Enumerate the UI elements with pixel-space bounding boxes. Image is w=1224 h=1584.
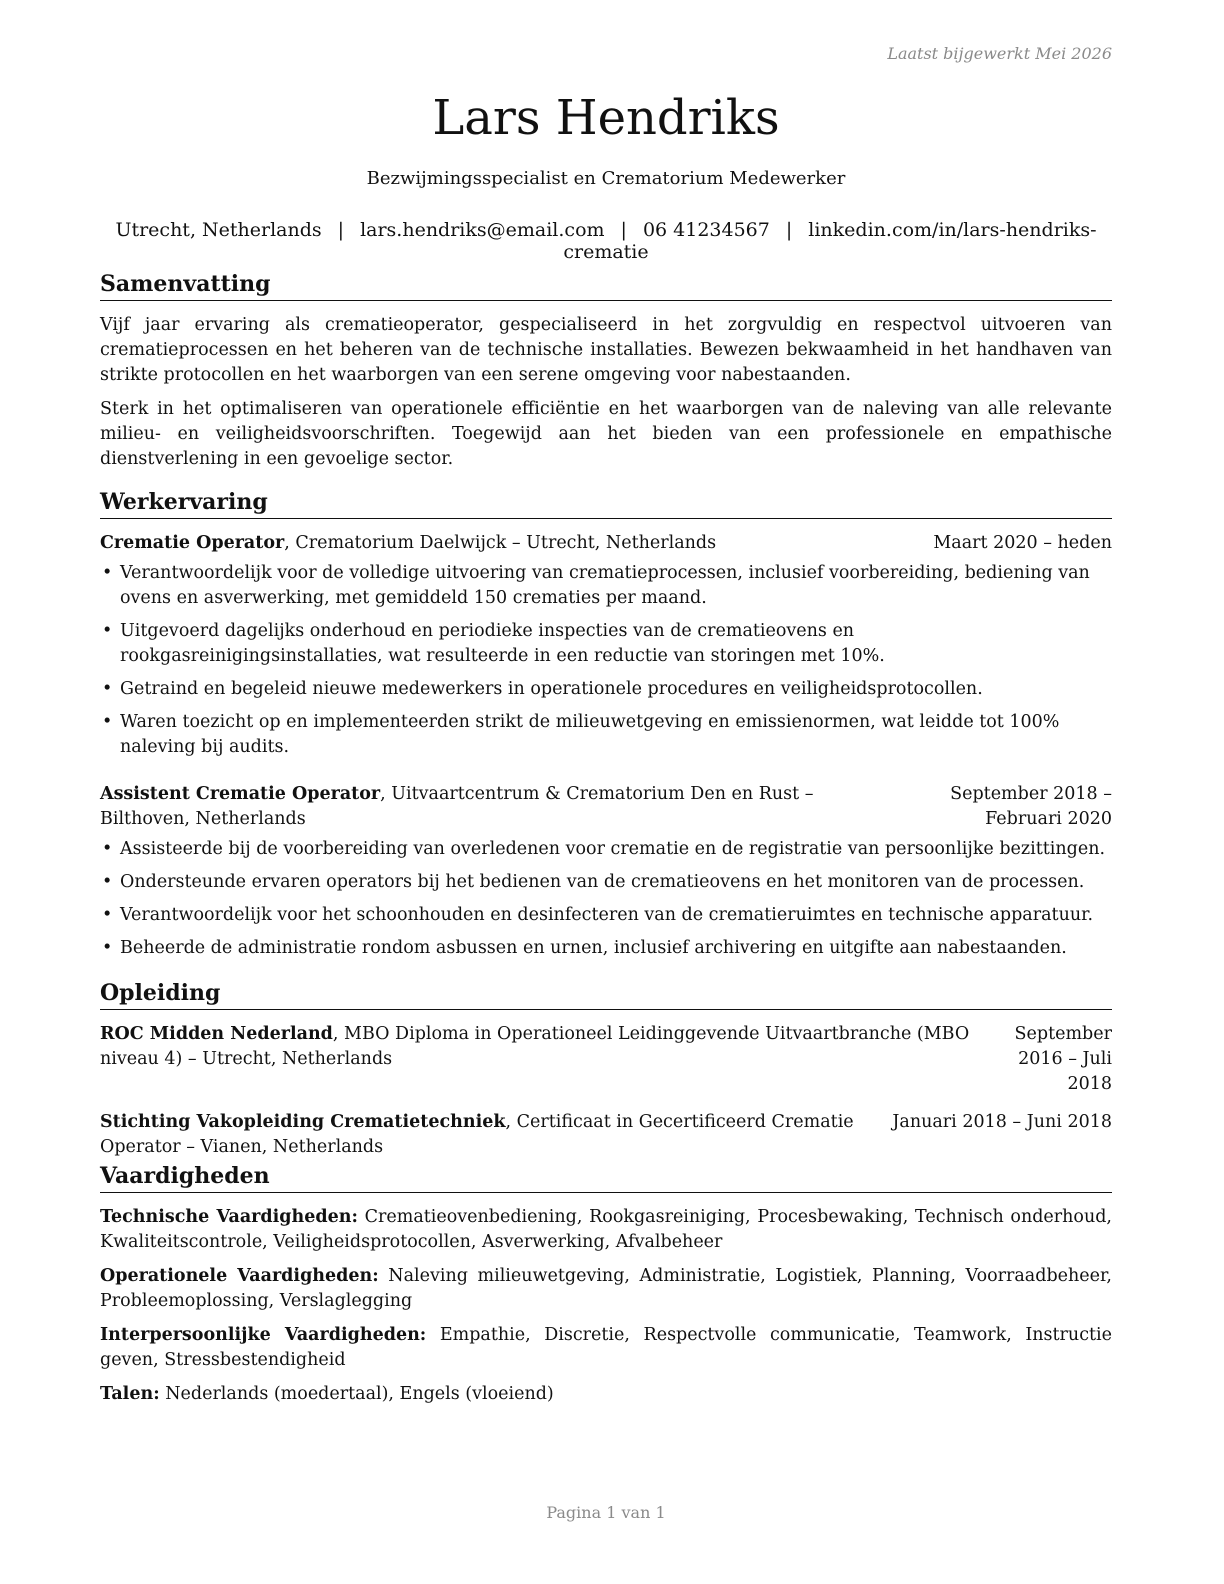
- job-header: [100, 531, 1112, 556]
- skill-value: Empathie, Discretie, Respectvolle communicatie, Teamwork, Instructie geven, Stressbestendigheid: [100, 1325, 1112, 1370]
- section-title: Opleiding: [100, 979, 1112, 1010]
- skill-label: Talen:: [100, 1384, 160, 1404]
- summary-paragraph: Vijf jaar ervaring als crematieoperator, gespecialiseerd in het zorgvuldig en respectvol uitvoeren van crematieprocessen en het beheren van de technische installaties. Bewezen bekwaamheid in het handhaven van strikte protocollen en het waarborgen van een serene omgeving voor nabestaanden.: [100, 315, 1112, 385]
- list-item: • Assisteerde bij de voorbereiding van overledenen voor crematie en de registratie van persoonlijke bezittingen.: [100, 837, 1112, 862]
- skill-row: [100, 1205, 1112, 1255]
- section-title: Werkervaring: [100, 488, 1112, 519]
- list-item: • Uitgevoerd dagelijks onderhoud en periodieke inspecties van de crematieovens en rookgasreinigingsinstallaties, wat resulteerde in een reductie van storingen met 10%.: [102, 621, 885, 666]
- education-section: [100, 979, 1112, 1160]
- education-detail: , Certificaat in Gecertificeerd Crematie Operator – Vianen, Netherlands: [100, 1112, 854, 1157]
- candidate-name: Lars Hendriks: [432, 90, 780, 146]
- skill-label: Interpersoonlijke Vaardigheden:: [100, 1325, 427, 1345]
- job-dates: Maart 2020 – heden: [933, 533, 1112, 553]
- contact-line: [80, 219, 1132, 263]
- skill-value: Crematieovenbediening, Rookgasreiniging, Procesbewaking, Technisch onderhoud, Kwaliteitscontrole, Veiligheidsprotocollen, Asverwerking, Afvalbeheer: [100, 1207, 1112, 1252]
- job-bullets: [100, 561, 1112, 760]
- section-title: Samenvatting: [100, 270, 1112, 301]
- skills-section: [100, 1162, 1112, 1416]
- job-entry: [100, 782, 1112, 961]
- skill-label: Operationele Vaardigheden:: [100, 1266, 379, 1286]
- bullet-icon: •: [102, 621, 113, 641]
- bullet-icon: •: [102, 679, 113, 699]
- contact-email[interactable]: lars.hendriks@email.com: [360, 219, 605, 241]
- bullet-icon: •: [102, 938, 113, 958]
- skill-row: [100, 1323, 1112, 1373]
- summary-paragraph: Sterk in het optimaliseren van operationele efficiëntie en het waarborgen van de naleving van alle relevante milieu- en veiligheidsvoorschriften. Toegewijd aan het bieden van een professionele en empathische dienstverlening in een gevoelige sector.: [100, 399, 1112, 469]
- contact-linkedin[interactable]: linkedin.com/in/lars-hendriks-crematie: [563, 219, 1097, 263]
- education-school: ROC Midden Nederland: [100, 1024, 333, 1044]
- skill-row: [100, 1264, 1112, 1314]
- list-item: • Verantwoordelijk voor de volledige uitvoering van crematieprocessen, inclusief voorbereiding, bediening van ovens en asverwerking, met gemiddeld 150 crematies per maand.: [102, 563, 1090, 608]
- contact-separator: |: [785, 219, 793, 241]
- list-item: • Beheerde de administratie rondom asbussen en urnen, inclusief archivering en uitgifte aan nabestaanden.: [100, 936, 1112, 961]
- job-bullets: [100, 837, 1112, 961]
- resume-page: [100, 0, 1112, 1584]
- section-title: Vaardigheden: [100, 1162, 1112, 1193]
- skill-value: Naleving milieuwetgeving, Administratie, Logistiek, Planning, Voorraadbeheer, Probleemoplossing, Verslaglegging: [100, 1266, 1112, 1311]
- list-item: • Getraind en begeleid nieuwe medewerkers in operationele procedures en veiligheidsprotocollen.: [100, 677, 1112, 702]
- page-number: Pagina 1 van 1: [546, 1503, 666, 1522]
- contact-separator: |: [337, 219, 345, 241]
- bullet-icon: •: [102, 839, 113, 859]
- candidate-subtitle: Bezwijmingsspecialist en Crematorium Medewerker: [366, 168, 846, 189]
- bullet-icon: •: [102, 563, 113, 583]
- education-entry: [100, 1110, 1112, 1160]
- education-school: Stichting Vakopleiding Crematietechniek: [100, 1112, 506, 1132]
- list-item: • Waren toezicht op en implementeerden strikt de milieuwetgeving en emissienormen, wat leidde tot 100% naleving bij audits.: [102, 712, 1060, 757]
- summary-section: [100, 270, 1112, 472]
- bullet-icon: •: [102, 872, 113, 892]
- education-detail: , MBO Diploma in Operationeel Leidinggevende Uitvaartbranche (MBO niveau 4) – Utrecht, Netherlands: [100, 1024, 970, 1069]
- education-dates: Januari 2018 – Juni 2018: [892, 1112, 1112, 1132]
- job-header: [100, 782, 1112, 832]
- list-item: • Verantwoordelijk voor het schoonhouden en desinfecteren van de crematieruimtes en technische apparatuur.: [100, 903, 1112, 928]
- job-dates: September 2018 – Februari 2020: [950, 784, 1112, 829]
- contact-separator: |: [620, 219, 627, 241]
- skill-label: Technische Vaardigheden:: [100, 1207, 358, 1227]
- bullet-icon: •: [102, 712, 113, 732]
- skill-value: Nederlands (moedertaal), Engels (vloeiend): [159, 1384, 554, 1404]
- skill-row: [100, 1382, 1112, 1407]
- job-organization: , Crematorium Daelwijck – Utrecht, Netherlands: [284, 533, 717, 553]
- bullet-icon: •: [102, 905, 113, 925]
- list-item: • Ondersteunde ervaren operators bij het bedienen van de crematieovens en het monitoren van de processen.: [100, 870, 1112, 895]
- education-dates: September 2016 – Juli 2018: [1014, 1024, 1112, 1094]
- experience-section: [100, 488, 1112, 969]
- job-role: Crematie Operator: [100, 533, 285, 553]
- job-entry: [100, 531, 1112, 760]
- last-updated-note: Laatst bijgewerkt Mei 2026: [887, 44, 1112, 63]
- job-organization: , Uitvaartcentrum & Crematorium Den en Rust – Bilthoven, Netherlands: [100, 784, 814, 829]
- job-role: Assistent Crematie Operator: [100, 784, 381, 804]
- contact-location: Utrecht, Netherlands: [115, 219, 322, 241]
- education-entry: [100, 1022, 1112, 1097]
- contact-phone[interactable]: 06 41234567: [642, 219, 770, 241]
